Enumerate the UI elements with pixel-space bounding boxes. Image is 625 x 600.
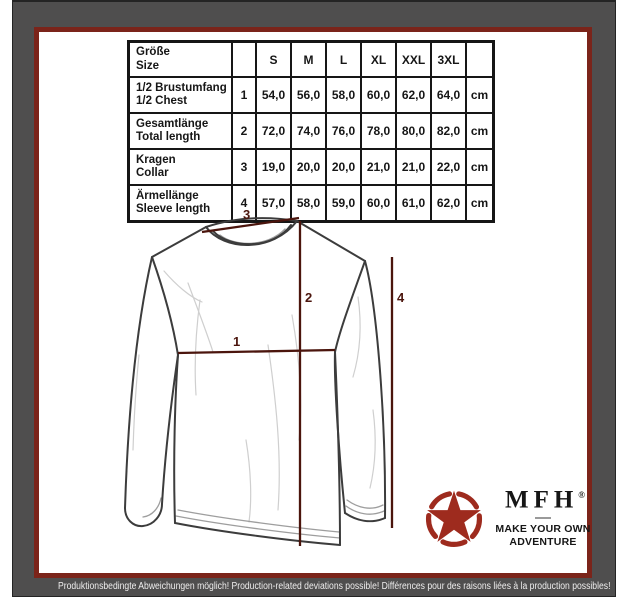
measure-label-chest: 1 (233, 334, 241, 349)
measure-line-chest (178, 350, 335, 353)
header-size-l: L (326, 42, 361, 78)
size-value-cell: 21,0 (396, 149, 431, 185)
row-label-en: Total length (136, 131, 201, 143)
size-value-cell: 74,0 (291, 113, 326, 149)
size-value-cell: 22,0 (431, 149, 466, 185)
measure-label-length: 2 (305, 290, 313, 305)
logo-text-block (493, 481, 593, 548)
header-size-3xl: 3XL (431, 42, 466, 78)
size-value-cell: 60,0 (361, 77, 396, 113)
size-value-cell: 80,0 (396, 113, 431, 149)
unit-cell: cm (466, 185, 494, 222)
row-ref-cell: 4 (232, 185, 256, 222)
size-value-cell: 61,0 (396, 185, 431, 222)
measurement-labels (233, 207, 405, 349)
unit-cell: cm (466, 113, 494, 149)
size-value-cell: 57,0 (256, 185, 291, 222)
shirt-outline (125, 218, 385, 545)
size-value-cell: 21,0 (361, 149, 396, 185)
registered-mark: ® (578, 490, 586, 500)
size-table (127, 40, 495, 223)
size-value-cell: 58,0 (326, 77, 361, 113)
row-ref-cell: 3 (232, 149, 256, 185)
size-value-cell: 78,0 (361, 113, 396, 149)
size-value-cell: 72,0 (256, 113, 291, 149)
size-value-cell: 54,0 (256, 77, 291, 113)
brand-logo (421, 481, 593, 561)
header-size-s: S (256, 42, 291, 78)
table-row-total-length (129, 113, 494, 149)
size-value-cell: 64,0 (431, 77, 466, 113)
star-icon (421, 485, 487, 551)
row-ref-cell: 1 (232, 77, 256, 113)
header-ref-cell (232, 42, 256, 78)
row-label-de: Gesamtlänge (136, 117, 209, 130)
header-size-xl: XL (361, 42, 396, 78)
header-unit-cell (466, 42, 494, 78)
measure-label-collar: 3 (243, 207, 251, 222)
size-value-cell: 82,0 (431, 113, 466, 149)
brand-wordmark (493, 481, 593, 514)
row-label-en: Collar (136, 167, 169, 179)
disclaimer-text: Produktionsbedingte Abweichungen möglich! Production-related deviations possible! Différences pour des raisons liées à la production possibles! (57, 581, 611, 592)
row-label-de: Kragen (136, 153, 176, 166)
brand-divider (535, 517, 551, 519)
shirt-measurement-diagram (40, 205, 460, 575)
table-row-chest (129, 77, 494, 113)
shirt-stitch-lines (143, 229, 384, 538)
row-label-de: Ärmellänge (136, 189, 199, 202)
disclaimer-bar (13, 578, 616, 597)
row-label-cell (129, 77, 233, 113)
measurement-lines (178, 218, 392, 546)
size-value-cell: 20,0 (291, 149, 326, 185)
size-value-cell: 58,0 (291, 185, 326, 222)
size-value-cell: 59,0 (326, 185, 361, 222)
row-ref-cell: 2 (232, 113, 256, 149)
row-label-de: 1/2 Brustumfang (136, 81, 227, 94)
unit-cell: cm (466, 77, 494, 113)
table-header-row (129, 42, 494, 78)
header-label-en: Size (136, 59, 160, 72)
unit-cell: cm (466, 149, 494, 185)
size-value-cell: 56,0 (291, 77, 326, 113)
header-label-cell (129, 42, 233, 78)
header-label-de: Größe (136, 46, 170, 58)
row-label-en: 1/2 Chest (136, 95, 188, 107)
row-label-cell (129, 113, 233, 149)
measure-label-sleeve: 4 (397, 290, 405, 305)
brand-name: MFH (504, 486, 579, 514)
size-value-cell: 62,0 (431, 185, 466, 222)
size-value-cell: 20,0 (326, 149, 361, 185)
size-value-cell: 60,0 (361, 185, 396, 222)
tagline-line2: ADVENTURE (509, 535, 577, 548)
header-size-m: M (291, 42, 326, 78)
size-value-cell: 62,0 (396, 77, 431, 113)
size-value-cell: 76,0 (326, 113, 361, 149)
size-value-cell: 19,0 (256, 149, 291, 185)
tagline-line1: MAKE YOUR OWN (495, 523, 591, 536)
row-label-cell (129, 149, 233, 185)
row-label-en: Sleeve length (136, 203, 211, 215)
table-row-collar (129, 149, 494, 185)
header-size-xxl: XXL (396, 42, 431, 78)
